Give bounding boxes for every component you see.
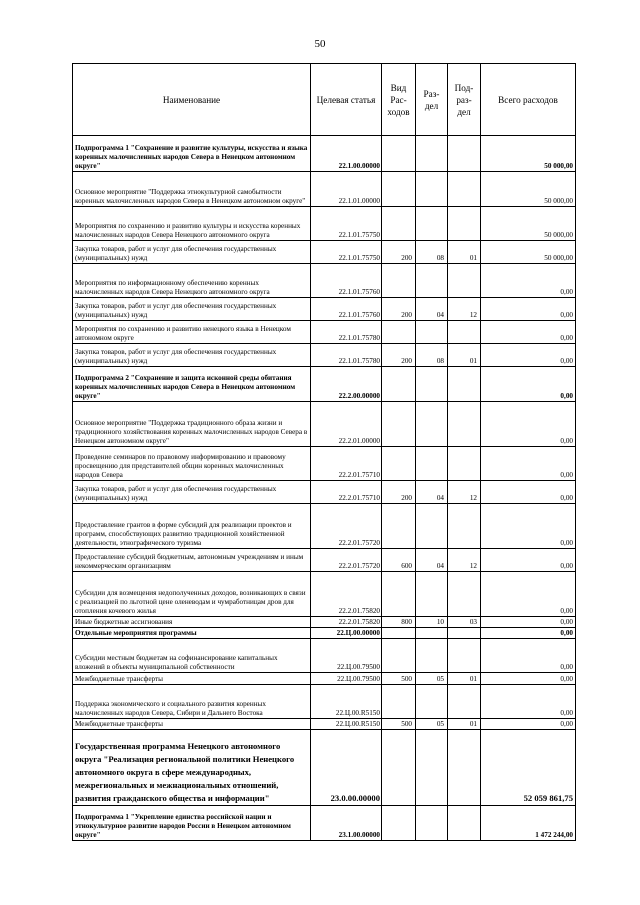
row-target-code: 22.1.01.75750: [311, 241, 382, 264]
row-razdel: [416, 447, 448, 481]
row-target-code: 23.1.00.00000: [311, 806, 382, 841]
row-total: 0,00: [481, 402, 576, 447]
row-target-code: 22.2.01.75820: [311, 572, 382, 617]
row-total: 0,00: [481, 298, 576, 321]
row-name: Проведение семинаров по правовому информированию и правовому просвещению для представителей общин коренных малочисленных народов Севера: [73, 447, 311, 481]
row-razdel: 04: [416, 549, 448, 572]
row-razdel: [416, 136, 448, 172]
row-total: 0,00: [481, 321, 576, 344]
row-vid: 200: [382, 298, 416, 321]
row-name: Основное мероприятие "Поддержка этнокультурной самобытности коренных малочисленных народов Севера в Ненецком автономном округе": [73, 172, 311, 207]
row-target-code: 22.2.01.00000: [311, 402, 382, 447]
row-vid: [382, 685, 416, 719]
table-row: [73, 344, 576, 367]
row-vid: [382, 367, 416, 402]
row-name: Иные бюджетные ассигнования: [73, 617, 311, 628]
row-total: 0,00: [481, 447, 576, 481]
row-vid: 500: [382, 719, 416, 730]
row-podrazdel: [448, 806, 481, 841]
table-row: [73, 639, 576, 673]
row-name: Основное мероприятие "Поддержка традиционного образа жизни и традиционного хозяйствования коренных малочисленных народов Севера в Ненецком автономном округе": [73, 402, 311, 447]
row-razdel: [416, 367, 448, 402]
row-podrazdel: 01: [448, 719, 481, 730]
row-target-code: 22.2.01.75710: [311, 481, 382, 504]
row-target-code: 22.2.01.75720: [311, 549, 382, 572]
row-podrazdel: [448, 572, 481, 617]
row-razdel: [416, 628, 448, 639]
row-name: Субсидии местным бюджетам на софинансирование капитальных вложений в объекты муниципальной собственности: [73, 639, 311, 673]
row-name: Предоставление грантов в форме субсидий для реализации проектов и программ, способствующих развитию традиционной хозяйственной деятельности, этнографического туризма: [73, 504, 311, 549]
table-row: [73, 136, 576, 172]
row-razdel: 08: [416, 344, 448, 367]
row-podrazdel: [448, 402, 481, 447]
row-vid: 500: [382, 673, 416, 685]
row-vid: [382, 402, 416, 447]
row-vid: [382, 172, 416, 207]
row-target-code: 22.Ц.00.79500: [311, 673, 382, 685]
row-target-code: 22.2.01.75820: [311, 617, 382, 628]
row-razdel: [416, 207, 448, 241]
row-total: 0,00: [481, 549, 576, 572]
row-razdel: [416, 172, 448, 207]
row-total: 0,00: [481, 367, 576, 402]
row-razdel: 05: [416, 673, 448, 685]
table-body: [73, 136, 576, 841]
row-name: Межбюджетные трансферты: [73, 673, 311, 685]
row-name: Подпрограмма 1 "Укрепление единства российской нации и этнокультурное развитие народов России в Ненецком автономном округе": [73, 806, 311, 841]
table-row: [73, 367, 576, 402]
row-razdel: 04: [416, 298, 448, 321]
row-target-code: 22.1.01.75780: [311, 321, 382, 344]
row-name: Подпрограмма 2 "Сохранение и защита исконной среды обитания коренных малочисленных народов Севера в Ненецком автономном округе": [73, 367, 311, 402]
row-razdel: [416, 572, 448, 617]
table-row: [73, 264, 576, 298]
row-target-code: 22.Ц.00.R5150: [311, 685, 382, 719]
row-total: 52 059 861,75: [481, 730, 576, 806]
expenditure-table: [72, 63, 576, 841]
row-name: Предоставление субсидий бюджетным, автономным учреждениям и иным некоммерческим организациям: [73, 549, 311, 572]
row-razdel: 08: [416, 241, 448, 264]
header-podrazdel: Под-раз-дел: [448, 64, 481, 136]
row-razdel: [416, 264, 448, 298]
row-vid: 800: [382, 617, 416, 628]
row-razdel: 04: [416, 481, 448, 504]
row-total: 1 472 244,00: [481, 806, 576, 841]
row-name: Мероприятия по сохранению и развитию культуры и искусства коренных малочисленных народов Севера Ненецкого автономного округа: [73, 207, 311, 241]
row-total: 0,00: [481, 264, 576, 298]
row-target-code: 22.1.01.75760: [311, 264, 382, 298]
row-vid: [382, 447, 416, 481]
row-vid: [382, 136, 416, 172]
row-podrazdel: [448, 685, 481, 719]
row-total: 50 000,00: [481, 136, 576, 172]
header-name: Наименование: [73, 64, 311, 136]
row-vid: [382, 264, 416, 298]
row-podrazdel: [448, 207, 481, 241]
row-target-code: 22.Ц.00.R5150: [311, 719, 382, 730]
row-vid: [382, 321, 416, 344]
row-vid: [382, 806, 416, 841]
row-podrazdel: [448, 321, 481, 344]
row-name: Отдельные мероприятия программы: [73, 628, 311, 639]
page-number: 50: [314, 38, 326, 50]
row-podrazdel: 01: [448, 344, 481, 367]
row-name: Мероприятия по сохранению и развитию ненецкого языка в Ненецком автономном округе: [73, 321, 311, 344]
row-podrazdel: [448, 730, 481, 806]
row-podrazdel: [448, 136, 481, 172]
table-row: [73, 481, 576, 504]
row-podrazdel: [448, 504, 481, 549]
table-row: [73, 402, 576, 447]
table-row: [73, 321, 576, 344]
row-podrazdel: [448, 172, 481, 207]
row-target-code: 22.Ц.00.00000: [311, 628, 382, 639]
table-row: [73, 572, 576, 617]
row-total: 0,00: [481, 628, 576, 639]
header-target: Целевая статья: [311, 64, 382, 136]
header-total: Всего расходов: [481, 64, 576, 136]
row-vid: [382, 639, 416, 673]
row-vid: [382, 207, 416, 241]
row-name: Государственная программа Ненецкого автономного округа "Реализация региональной политики Ненецкого автономного округа в сфере международных, межрегиональных и межнациональных отношений, развития гражданского общества и информации": [73, 730, 311, 806]
row-podrazdel: [448, 367, 481, 402]
table-row: [73, 617, 576, 628]
row-total: 0,00: [481, 481, 576, 504]
row-vid: [382, 572, 416, 617]
row-podrazdel: [448, 264, 481, 298]
row-vid: 600: [382, 549, 416, 572]
table-row: [73, 549, 576, 572]
row-name: Поддержка экономического и социального развития коренных малочисленных народов Севера, Сибири и Дальнего Востока: [73, 685, 311, 719]
row-name: Закупка товаров, работ и услуг для обеспечения государственных (муниципальных) нужд: [73, 298, 311, 321]
row-total: 0,00: [481, 639, 576, 673]
row-razdel: [416, 685, 448, 719]
row-razdel: [416, 402, 448, 447]
row-vid: [382, 628, 416, 639]
row-target-code: 22.1.01.75780: [311, 344, 382, 367]
row-target-code: 22.1.01.75760: [311, 298, 382, 321]
table-row: [73, 730, 576, 806]
row-total: 0,00: [481, 617, 576, 628]
row-target-code: 22.1.01.00000: [311, 172, 382, 207]
row-podrazdel: 12: [448, 481, 481, 504]
table-row: [73, 504, 576, 549]
row-total: 0,00: [481, 504, 576, 549]
table-row: [73, 172, 576, 207]
row-razdel: 05: [416, 719, 448, 730]
row-razdel: [416, 504, 448, 549]
row-name: Мероприятия по информационному обеспечению коренных малочисленных народов Севера Ненецкого автономного округа: [73, 264, 311, 298]
row-target-code: 22.2.00.00000: [311, 367, 382, 402]
row-name: Закупка товаров, работ и услуг для обеспечения государственных (муниципальных) нужд: [73, 241, 311, 264]
row-name: Субсидии для возмещения недополученных доходов, возникающих в связи с реализацией по льготной цене оленеводам и чумработницам дров для отопления кочевого жилья: [73, 572, 311, 617]
table-row: [73, 241, 576, 264]
header-razdel: Раз-дел: [416, 64, 448, 136]
row-podrazdel: [448, 447, 481, 481]
row-podrazdel: 12: [448, 298, 481, 321]
row-total: 0,00: [481, 719, 576, 730]
row-podrazdel: [448, 628, 481, 639]
row-vid: 200: [382, 344, 416, 367]
table-row: [73, 628, 576, 639]
row-target-code: 22.1.01.75750: [311, 207, 382, 241]
row-target-code: 22.2.01.75710: [311, 447, 382, 481]
row-target-code: 22.Ц.00.79500: [311, 639, 382, 673]
row-total: 0,00: [481, 344, 576, 367]
row-podrazdel: 03: [448, 617, 481, 628]
row-razdel: [416, 730, 448, 806]
row-podrazdel: 01: [448, 241, 481, 264]
row-name: Закупка товаров, работ и услуг для обеспечения государственных (муниципальных) нужд: [73, 481, 311, 504]
row-target-code: 23.0.00.00000: [311, 730, 382, 806]
row-name: Межбюджетные трансферты: [73, 719, 311, 730]
row-target-code: 22.2.01.75720: [311, 504, 382, 549]
row-vid: [382, 504, 416, 549]
table-row: [73, 673, 576, 685]
row-vid: [382, 730, 416, 806]
row-name: Подпрограмма 1 "Сохранение и развитие культуры, искусства и языка коренных малочисленных народов Севера в Ненецком автономном округе": [73, 136, 311, 172]
table-row: [73, 685, 576, 719]
row-name: Закупка товаров, работ и услуг для обеспечения государственных (муниципальных) нужд: [73, 344, 311, 367]
row-vid: 200: [382, 241, 416, 264]
row-target-code: 22.1.00.00000: [311, 136, 382, 172]
row-total: 50 000,00: [481, 172, 576, 207]
table-row: [73, 719, 576, 730]
row-vid: 200: [382, 481, 416, 504]
table-row: [73, 447, 576, 481]
row-total: 0,00: [481, 572, 576, 617]
row-razdel: [416, 806, 448, 841]
row-total: 0,00: [481, 685, 576, 719]
row-podrazdel: 12: [448, 549, 481, 572]
row-total: 50 000,00: [481, 207, 576, 241]
table-row: [73, 806, 576, 841]
row-razdel: [416, 321, 448, 344]
table-row: [73, 298, 576, 321]
table-row: [73, 207, 576, 241]
row-total: 0,00: [481, 673, 576, 685]
row-podrazdel: [448, 639, 481, 673]
row-razdel: 10: [416, 617, 448, 628]
row-razdel: [416, 639, 448, 673]
row-total: 50 000,00: [481, 241, 576, 264]
row-podrazdel: 01: [448, 673, 481, 685]
header-vid: Вид Рас-ходов: [382, 64, 416, 136]
table-header-row: [73, 64, 576, 136]
